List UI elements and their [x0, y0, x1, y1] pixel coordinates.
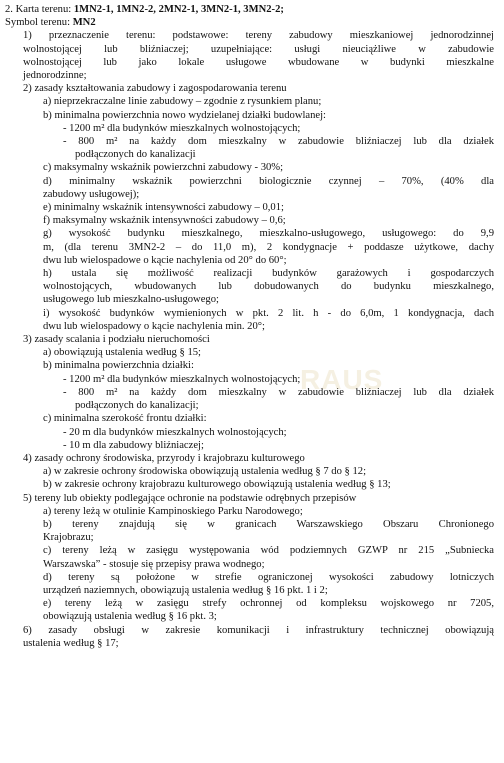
text-line: Warszawska” - stosuje się przepisy prawa wodnego;: [43, 558, 265, 570]
text-line: h) ustala się możliwość realizacji budynków garażowych i gospodarczych: [43, 268, 494, 280]
text-line: 2) zasady kształtowania zabudowy i zagospodarowania terenu: [23, 83, 287, 95]
text-line: wolnostojącej lub jako lokale usługowe wbudowane w budynki mieszkalne: [23, 56, 494, 68]
text-line: - 1200 m² dla budynków mieszkalnych wolnostojących;: [63, 122, 301, 134]
text-line: wolnostojącej lub bliźniaczej; uzupełniające: usługi nieuciążliwe w zabudowie: [23, 43, 494, 55]
watermark-logo: RAUS: [300, 364, 384, 395]
text-line: dwu lub wielospadowe o kącie nachylenia od 20° do 60°;: [43, 254, 287, 266]
text-line: d) tereny są położone w strefie ograniczonej wysokości zabudowy lotniczych: [43, 571, 494, 583]
text-line: - 20 m dla budynków mieszkalnych wolnostojących;: [63, 426, 287, 438]
text-line: 1) przeznaczenie terenu: podstawowe: tereny zabudowy mieszkaniowej jednorodzinnej: [23, 30, 494, 42]
symbol-line: [5, 16, 494, 29]
card-title-codes: 1MN2-1, 1MN2-2, 2MN2-1, 3MN2-1, 3MN2-2;: [73, 4, 284, 15]
document-body: [5, 29, 494, 650]
text-line: jednorodzinne;: [23, 70, 87, 82]
text-line: ustalenia według § 17;: [23, 637, 119, 649]
text-line: i) wysokość budynków wymienionych w pkt. 2 lit. h - do 6,0m, 1 kondygnacja, dach: [43, 307, 494, 319]
text-line: b) minimalna powierzchnia działki:: [43, 360, 194, 372]
text-line: b) tereny znajdują się w granicach Warszawskiego Obszaru Chronionego: [43, 518, 494, 530]
symbol-code: MN2: [72, 17, 96, 29]
text-line: 5) tereny lub obiekty podlegające ochronie na podstawie odrębnych przepisów: [23, 492, 357, 504]
text-line: podłączonych do kanalizacji: [75, 149, 196, 161]
text-line: c) tereny leżą w zasięgu występowania wód podziemnych GZWP nr 215 „Subniecka: [43, 545, 494, 557]
text-line: e) minimalny wskaźnik intensywności zabudowy – 0,01;: [43, 202, 284, 214]
text-line: - 800 m² na każdy dom mieszkalny w zabudowie bliźniaczej lub dla działek: [63, 386, 494, 398]
card-title-prefix: 2. Karta terenu:: [5, 4, 74, 15]
text-line: 4) zasady ochrony środowiska, przyrody i krajobrazu kulturowego: [23, 452, 305, 464]
text-line: obowiązują ustalenia według § 16 pkt. 3;: [43, 611, 217, 623]
text-line: Krajobrazu;: [43, 532, 94, 544]
text-line: podłączonych do kanalizacji;: [75, 400, 199, 412]
text-line: a) w zakresie ochrony środowiska obowiązują ustalenia według § 7 do § 12;: [43, 466, 367, 478]
text-line: - 800 m² na każdy dom mieszkalny w zabudowie bliźniaczej lub dla działek: [63, 136, 494, 148]
text-line: c) minimalna szerokość frontu działki:: [43, 413, 207, 425]
text-line: usługowego lub mieszkalno-usługowego;: [43, 294, 219, 306]
text-line: b) w zakresie ochrony krajobrazu kulturowego obowiązują ustalenia według § 13;: [43, 479, 391, 491]
text-line: b) minimalna powierzchnia nowo wydzielanej działki budowlanej:: [43, 109, 327, 121]
text-line: g) wysokość budynku mieszkalnego, mieszkalno-usługowego, usługowego: do 9,9: [43, 228, 494, 240]
text-line: c) maksymalny wskaźnik powierzchni zabudowy - 30%;: [43, 162, 284, 174]
text-line: - 1200 m² dla budynków mieszkalnych wolnostojących;: [63, 373, 301, 385]
text-line: wolnostojących, wbudowanych lub dobudowanych do budynku mieszkalnego,: [43, 281, 494, 293]
text-line: a) nieprzekraczalne linie zabudowy – zgodnie z rysunkiem planu;: [43, 96, 322, 108]
text-line: a) obowiązują ustalenia według § 15;: [43, 347, 201, 359]
text-line: a) tereny leżą w otulinie Kampinoskiego Parku Narodowego;: [43, 505, 303, 517]
text-line: zabudowy usługowej);: [43, 188, 140, 200]
text-line: f) maksymalny wskaźnik intensywności zabudowy – 0,6;: [43, 215, 286, 227]
symbol-prefix: Symbol terenu:: [5, 17, 73, 29]
card-title-line: [5, 3, 494, 16]
text-line: e) tereny leżą w zasięgu strefy ochronnej od kompleksu wojskowego nr 7205,: [43, 598, 494, 610]
text-line: urządzeń naziemnych, obowiązują ustalenia według § 16 pkt. 1 i 2;: [43, 584, 328, 596]
text-line: m, (dla terenu 3MN2-2 – do 11,0 m), 2 kondygnacje + poddasze użytkowe, dachy: [43, 241, 494, 253]
text-line: - 10 m dla zabudowy bliźniaczej;: [63, 439, 204, 451]
text-line: d) minimalny wskaźnik powierzchni biologicznie czynnej – 70%, (40% dla: [43, 175, 494, 187]
text-line: 3) zasady scalania i podziału nieruchomości: [23, 334, 210, 346]
text-line: 6) zasady obsługi w zakresie komunikacji i infrastruktury technicznej obowiązują: [23, 624, 494, 636]
text-line: dwu lub wielospadowy o kącie nachylenia min. 20°;: [43, 320, 265, 332]
